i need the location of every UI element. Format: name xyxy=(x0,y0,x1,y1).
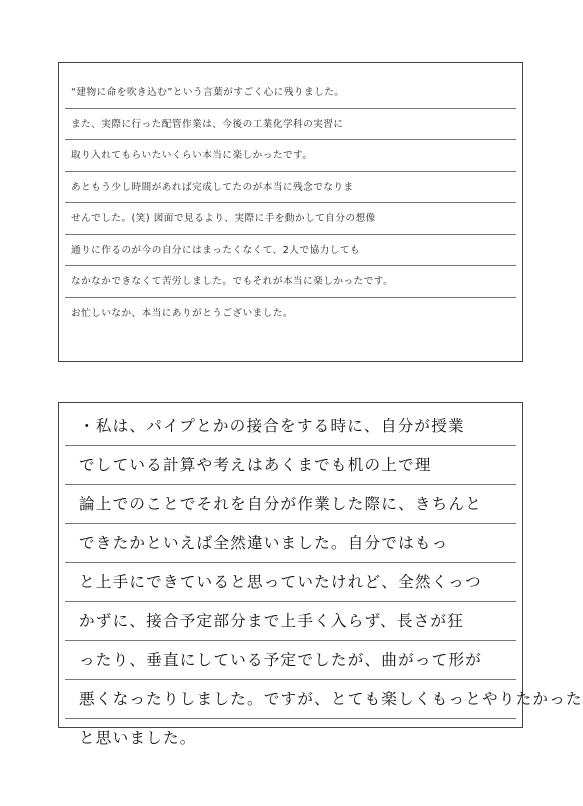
text-line: ったり、垂直にしている予定でしたが、曲がって形が xyxy=(65,641,516,680)
text-line: 取り入れてもらいたいくらい本当に楽しかったです。 xyxy=(65,140,516,172)
text-line: せんでした。(笑) 図面で見るより、実際に手を動かして自分の想像 xyxy=(65,203,516,235)
text-line: でしている計算や考えはあくまでも机の上で理 xyxy=(65,446,516,485)
text-line: と思いました。 xyxy=(79,729,197,747)
text-line: また、実際に行った配管作業は、今後の工業化学科の実習に xyxy=(65,109,516,141)
text-line: かずに、接合予定部分まで上手く入らず、長さが狂 xyxy=(65,602,516,641)
text-line: 通りに作るのが今の自分にはまったくなくて、2人で協力しても xyxy=(65,235,516,267)
text-line: と上手にできていると思っていたけれど、全然くっつ xyxy=(65,563,516,602)
text-line: できたかといえば全然違いました。自分ではもっ xyxy=(65,524,516,563)
letter-card-bottom xyxy=(58,402,583,747)
text-line: お忙しいなか、本当にありがとうございました。 xyxy=(71,307,294,319)
letter-card-top xyxy=(58,62,523,362)
text-line: “建物に命を吹き込む”という言葉がすごく心に残りました。 xyxy=(65,77,516,109)
text-line: ・私は、パイプとかの接合をする時に、自分が授業 xyxy=(65,407,516,446)
text-line: なかなかできなくて苦労しました。でもそれが本当に楽しかったです。 xyxy=(65,266,516,298)
text-line: 悪くなったりしました。ですが、とても楽しくもっとやりたかった xyxy=(65,680,516,719)
text-line: 論上でのことでそれを自分が作業した際に、きちんと xyxy=(65,485,516,524)
text-line: あともう少し時間があれば完成してたのが本当に残念でなりま xyxy=(65,172,516,204)
